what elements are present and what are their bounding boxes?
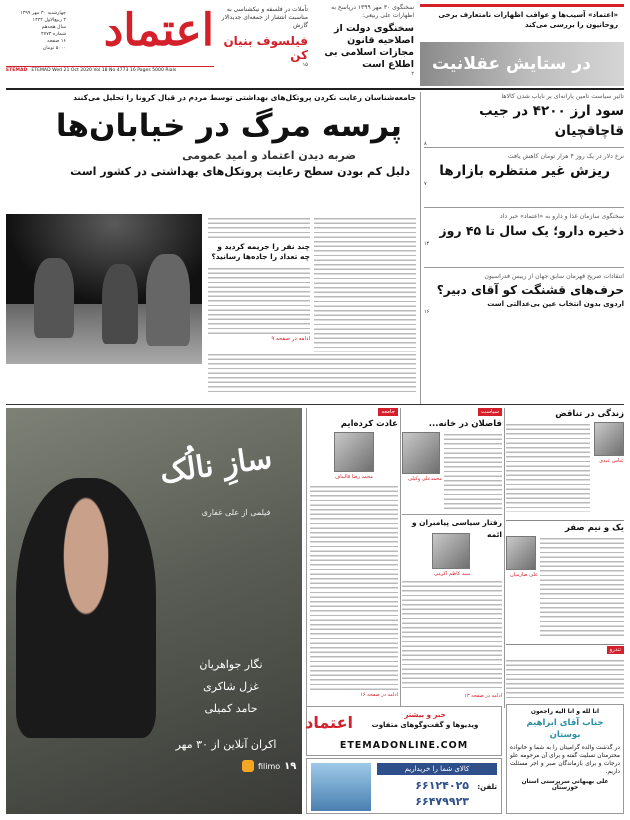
brief-4-sub: اردوی بدون انتخاب عین بی‌عدالتی است xyxy=(487,300,624,308)
prophets-title: رفتار سیاسی پیامبران و ائمه xyxy=(411,518,502,539)
brief-3-kicker: سخنگوی سازمان غذا و دارو به «اعتماد» خبر داد xyxy=(499,213,624,220)
column-prophets xyxy=(402,514,502,704)
brief-4-kicker: انتقادات صریح قهرمان سابق جهان از رییس فدراسیون xyxy=(484,273,624,280)
note-text: تأملات در فلسفه و نیکشناسی به مناسبت انتشار از جمعه‌ای جدیدالار گارش xyxy=(221,6,308,29)
brief-2-kicker: نرخ دلار در یک روز ۴ هزار تومان کاهش یافت xyxy=(507,153,624,160)
philosopher-note xyxy=(216,6,308,74)
lead-text-col-2b xyxy=(208,266,310,334)
lead-kicker: جامعه‌شناسان رعایت نکردن پروتکل‌های بهداشتی توسط مردم در قبال کرونا را تحلیل می‌کنند xyxy=(73,93,416,102)
sales-ad xyxy=(306,758,502,814)
top-center-kicker: سخنگوی ۳۰ مهر ۱۳۹۹ درپاسخ به اظهارات علی ربیعی: xyxy=(331,4,414,19)
film-ad-title: سازِ نالُک xyxy=(157,440,275,491)
condolence-title: جناب آقای ابراهیم بوستان xyxy=(526,718,604,740)
brief-4 xyxy=(424,272,624,336)
latin-name: ETEMAD xyxy=(6,68,28,73)
lead-text-col-3 xyxy=(208,352,416,392)
contradiction-text xyxy=(506,422,590,512)
film-ad-brand-2: ۱۹ xyxy=(284,760,297,772)
brief-2-headline: ریزش غیر منتظره بازارها xyxy=(439,163,610,179)
briefs xyxy=(424,92,624,404)
film-ad-date: اکران آنلاین از ۳۰ مهر xyxy=(175,738,277,751)
sales-ad-image xyxy=(311,763,371,811)
film-ad-cast-3: حامد کمیلی xyxy=(204,702,258,715)
condolence-top: انا لله و انا الیه راجعون xyxy=(530,708,600,715)
film-ad-cast-2: غزل شاکری xyxy=(203,680,259,693)
adat-author: محمد رضا قالیباف xyxy=(335,474,373,480)
brief-2-page: ۷ xyxy=(424,181,427,187)
siasat-title: فاصلان در خانه... xyxy=(428,419,502,429)
condolence-ad xyxy=(506,704,624,814)
contradiction-title: زندگی در تناقض xyxy=(555,409,624,419)
brief-4-page: ۱۶ xyxy=(424,309,430,315)
prophets-text xyxy=(402,579,502,691)
date-fa: چهارشنبه ۳۰ مهر ۱۳۹۹ xyxy=(20,11,66,16)
film-ad-brand xyxy=(242,760,296,772)
adat-continue[interactable]: ادامه در صفحه ۱۶ xyxy=(360,692,398,698)
pages: ۱۶ صفحه xyxy=(47,39,66,44)
logo: اعتماد xyxy=(103,5,214,56)
lead-box-title: چند نفر را جریمه کردید و چه تعداد را جاده‌ها رسانید؟ xyxy=(211,242,310,261)
top-right-headline: در ستایش عقلانیت xyxy=(432,54,591,74)
brief-1-headline: سود ارز ۴۲۰۰ در جیب قاچاقچیان xyxy=(479,103,624,139)
column-adat xyxy=(310,408,398,704)
top-center-page: ۲ xyxy=(411,71,414,77)
lead-story xyxy=(6,92,416,212)
lead-box xyxy=(208,216,310,348)
note-page: ۱۵ xyxy=(302,62,308,68)
siasat-text xyxy=(444,432,502,510)
note-title: فیلسوف بنیان کن xyxy=(223,34,308,62)
brief-1-kicker: تاثیر سیاست تامین یارانه‌ای بر نایاب شدن کالاها xyxy=(501,93,624,100)
issue: شماره ۴۷۷۳ xyxy=(41,32,66,37)
column-siasat xyxy=(402,408,502,512)
date-hijri: ۳ ربیع‌الاول ۱۴۴۲ xyxy=(32,18,66,23)
brief-3-headline: ذخیره دارو؛ یک سال تا ۴۵ روز xyxy=(439,223,624,238)
lead-sub2: دلیل کم بودن سطح رعایت پروتکل‌های بهداشتی در کشور است xyxy=(70,165,410,178)
author-photo-akrami xyxy=(432,533,470,569)
brief-4-headline: حرف‌های قشنگت کو آقای دبیر؟ xyxy=(436,283,624,297)
column-one-half-zero xyxy=(506,522,624,642)
tondro-text xyxy=(506,658,624,698)
filimo-logo xyxy=(242,760,254,772)
author-photo-vakili xyxy=(402,432,440,474)
column-tondro xyxy=(506,646,624,702)
film-ad xyxy=(6,408,302,814)
adat-label: جامعه xyxy=(378,408,398,416)
sales-ad-phone-2[interactable]: ۶۶۴۷۹۹۲۳ xyxy=(415,795,469,808)
lead-text-col-2 xyxy=(208,216,310,240)
site-ad xyxy=(306,706,502,756)
sales-ad-title: کالای شما را خریداریم xyxy=(377,763,497,775)
site-ad-logo: اعتماد xyxy=(305,713,353,732)
price: ۵۰۰۰ تومان xyxy=(42,46,66,51)
siasat-author: محمدعلی وکیلی xyxy=(408,476,442,482)
film-ad-cast-1: نگار جواهریان xyxy=(199,658,263,671)
top-right-story xyxy=(420,4,624,86)
top-right-banner xyxy=(420,42,624,86)
author-photo-qalibaf xyxy=(334,432,374,472)
site-ad-url[interactable]: ETEMADONLINE.COM xyxy=(339,740,469,751)
column-contradiction xyxy=(506,408,624,520)
adat-text xyxy=(310,484,398,690)
year: سال هجدهم xyxy=(41,25,66,30)
lead-headline: پرسه مرگ در خیابان‌ها xyxy=(55,108,402,144)
contradiction-author: عباس عبدی xyxy=(599,458,624,464)
brief-2 xyxy=(424,152,624,208)
prophets-author: سید کاظم اکرمی xyxy=(433,571,471,577)
top-center-headline: سخنگوی دولت از اصلاحیه قانون مجازات اسلامی بی اطلاع است xyxy=(324,23,414,70)
sales-ad-phone-1[interactable]: ۶۶۱۲۴۰۲۵ xyxy=(415,779,469,792)
lead-text-col-1 xyxy=(314,216,416,356)
film-ad-brand-1: filimo xyxy=(258,761,281,771)
siasat-label: سیاست xyxy=(478,408,502,416)
lead-continue[interactable]: ادامه در صفحه ۹ xyxy=(271,336,310,342)
film-ad-subtitle: فیلمی از علی غفاری xyxy=(201,508,271,517)
adat-title: عادت کرده‌ایم xyxy=(340,419,398,429)
site-ad-line1: خبر و بیشتر xyxy=(404,711,446,719)
masthead-info xyxy=(6,10,66,52)
brief-3 xyxy=(424,212,624,268)
masthead xyxy=(6,4,214,76)
sales-ad-phone-label: تلفن: xyxy=(477,783,497,791)
condolence-sign: علی بهبهانی سرپرستی استان خوزستان xyxy=(521,779,609,791)
tondro-label: تندرو xyxy=(607,646,624,654)
brief-1 xyxy=(424,92,624,148)
lead-sub1: ضربه دیدن اعتماد و امید عمومی xyxy=(182,149,356,162)
brief-3-page: ۱۴ xyxy=(424,241,430,247)
top-center-story xyxy=(312,4,414,84)
meta-text: ETEMAD Wed 21 Oct 2020 Vol 18 No 4773 16 Pages 5000 Rials xyxy=(31,68,177,73)
lead-photo xyxy=(6,214,202,364)
one-half-zero-title: یک و نیم صفر xyxy=(564,523,624,533)
condolence-body: در گذشت والده گرامیتان را به شما و خانواده محترمتان تسلیت گفته و برای آن مرحومه علو درجات و برای بازماندگان صبر و اجر مسئلت داریم. xyxy=(510,745,620,775)
one-half-zero-author: علی صارمیان xyxy=(510,572,538,578)
top-right-kicker: «اعتماد» آسیب‌ها و عواقب اظهارات نامتعارف برخی روحانیون را بررسی می‌کند xyxy=(438,11,618,29)
prophets-continue[interactable]: ادامه در صفحه ۱۳ xyxy=(464,693,502,699)
brief-1-page: ۸ xyxy=(424,141,427,147)
film-ad-figure xyxy=(16,478,156,738)
author-photo-abdi xyxy=(594,422,624,456)
meta-line xyxy=(6,66,214,75)
author-photo-saremian xyxy=(506,536,536,570)
one-half-zero-text xyxy=(540,536,624,636)
site-ad-line2: ویدیوها و گفت‌وگوهای متفاوت xyxy=(371,721,479,729)
